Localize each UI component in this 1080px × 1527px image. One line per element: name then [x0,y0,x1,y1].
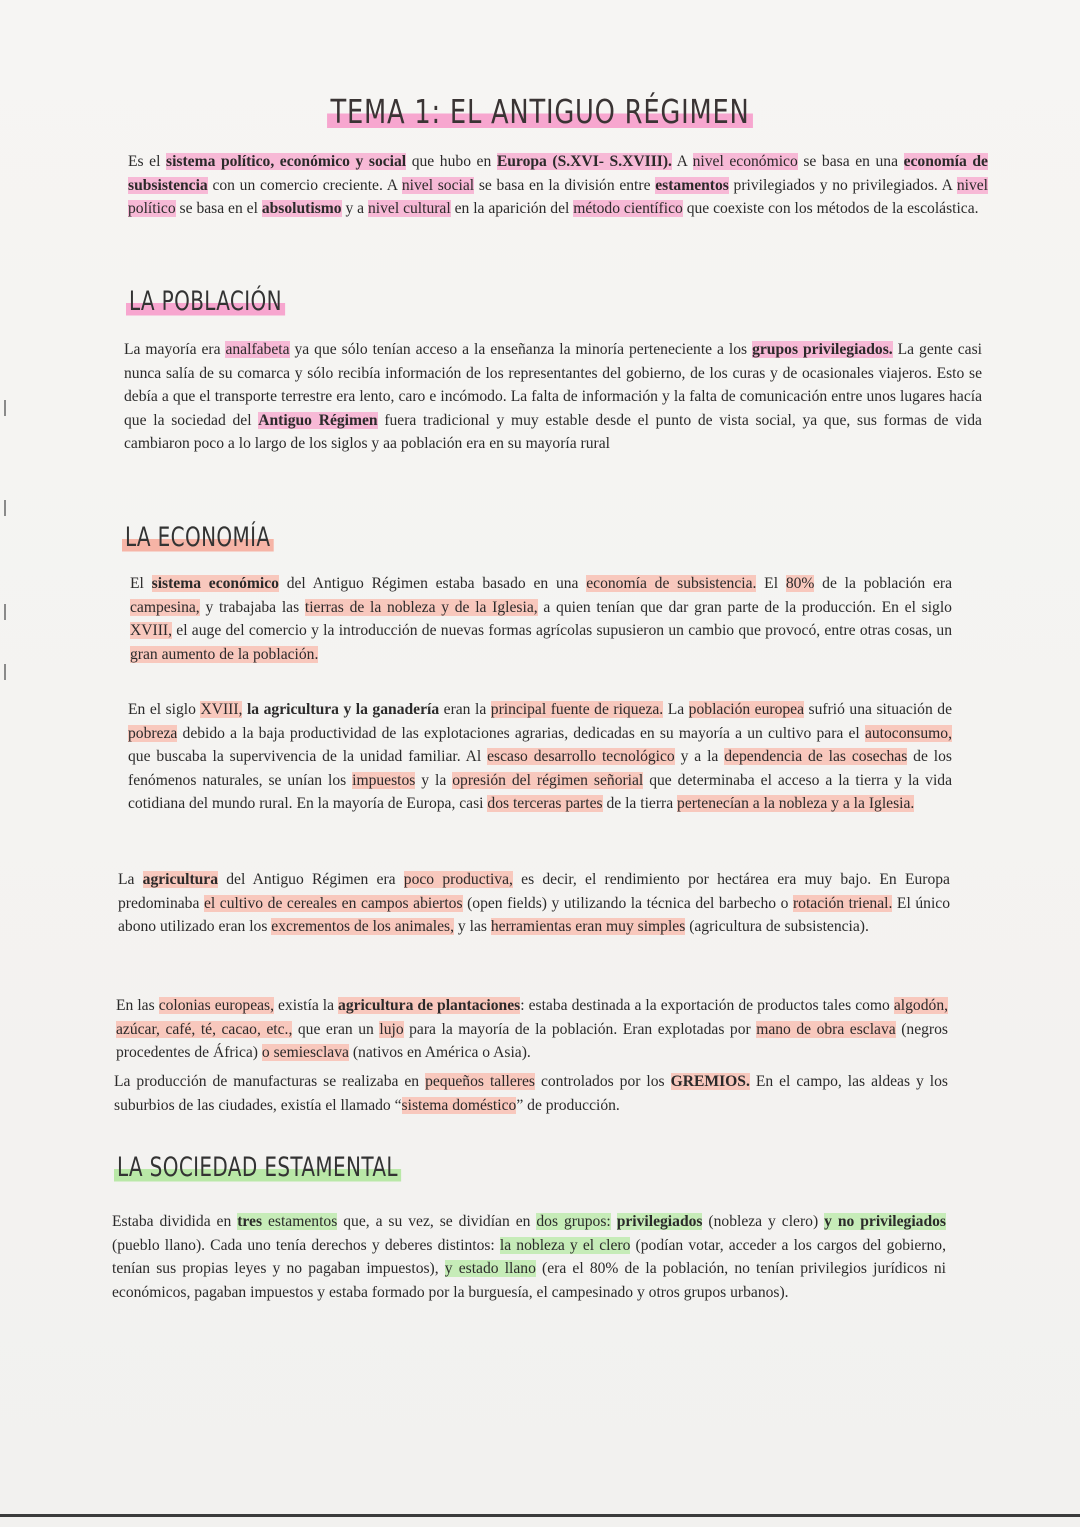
section-heading-poblacion: LA POBLACIÓN [126,286,285,317]
economia-paragraph-3: La agricultura del Antiguo Régimen era poco productiva, es decir, el rendimiento por hectárea era muy bajo. En Europa predominaba el cultivo de cereales en campos abiertos (open fields) y utilizando la técnica del barbecho o rotación trienal. El único abono utilizado eran los excrementos de los animales, y las herramientas eran muy simples (agricultura de subsistencia). [118,871,950,936]
section-heading-sociedad: LA SOCIEDAD ESTAMENTAL [114,1152,401,1183]
scan-edge-marks [4,0,8,1527]
intro-paragraph: Es el sistema político, económico y social que hubo en Europa (S.XVI- S.XVIII). A nivel económico se basa en una economía de subsistencia con un comercio creciente. A nivel social se basa en la división entre estamentos privilegiados y no privilegiados. A nivel político se basa en el absolutismo y a nivel cultural en la aparición del método científico que coexiste con los métodos de la escolástica. [128,153,988,218]
economia-paragraph-2: En el siglo XVIII, la agricultura y la ganadería eran la principal fuente de riqueza. La población europea sufrió una situación de pobreza debido a la baja productividad de las explotaciones agrarias, dedicadas en su mayoría a un cultivo para el autoconsumo, que buscaba la supervivencia de la unidad familiar. Al escaso desarrollo tecnológico y a la dependencia de las cosechas de los fenómenos naturales, se unían los impuestos y la opresión del régimen señorial que determinaba el acceso a la tierra y la vida cotidiana del mundo rural. En la mayoría de Europa, casi dos terceras partes de la tierra pertenecían a la nobleza y a la Iglesia. [128,701,953,813]
economia-paragraph-5: La producción de manufacturas se realizaba en pequeños talleres controlados por los GREMIOS. En el campo, las aldeas y los suburbios de las ciudades, existía el llamado “sistema doméstico” de producción. [114,1073,948,1114]
sociedad-paragraph: Estaba dividida en tres estamentos que, a su vez, se dividían en dos grupos: privilegiados (nobleza y clero) y no privilegiados (pueblo llano). Cada uno tenía derechos y deberes distintos: la nobleza y el clero (podían votar, acceder a los cargos del gobierno, tenían sus propias leyes y no pagaban impuestos), y estado llano (era el 80% de la población, no tenían privilegios jurídicos ni económicos, pagaban impuestos y estaba formado por la burguesía, el campesinado y otros grupos urbanos). [112,1213,946,1301]
page-bottom-rule [0,1514,1080,1517]
economia-paragraph-1: El sistema económico del Antiguo Régimen estaba basado en una economía de subsistencia. El 80% de la población era campesina, y trabajaba las tierras de la nobleza y de la Iglesia, a quien tenían que dar gran parte de la producción. En el siglo XVIII, el auge del comercio y la introducción de nuevas formas agrícolas supusieron un cambio que provocó, entre otras cosas, un gran aumento de la población. [130,575,953,663]
poblacion-paragraph: La mayoría era analfabeta ya que sólo tenían acceso a la enseñanza la minoría perteneciente a los grupos privilegiados. La gente casi nunca salía de su comarca y sólo recibía información de los representantes del gobierno, de los curas y de ocasionales viajeros. Esto se debía a que el transporte terrestre era lento, caro e incómodo. La falta de información y la falta de comunicación entre unos lugares hacía que la sociedad del Antiguo Régimen fuera tradicional y muy estable desde el punto de vista social, ya que, sus formas de vida cambiaron poco a lo largo de los siglos y aa población era en su mayoría rural [124,341,982,453]
economia-paragraph-4: En las colonias europeas, existía la agricultura de plantaciones: estaba destinada a la exportación de productos tales como algodón, azúcar, café, té, cacao, etc., que eran un lujo para la mayoría de la población. Eran explotadas por mano de obra esclava (negros procedentes de África) o semiesclava (nativos en América o Asia). [116,997,949,1062]
page-title: TEMA 1: EL ANTIGUO RÉGIMEN [119,92,961,131]
section-heading-economia: LA ECONOMÍA [122,522,273,553]
